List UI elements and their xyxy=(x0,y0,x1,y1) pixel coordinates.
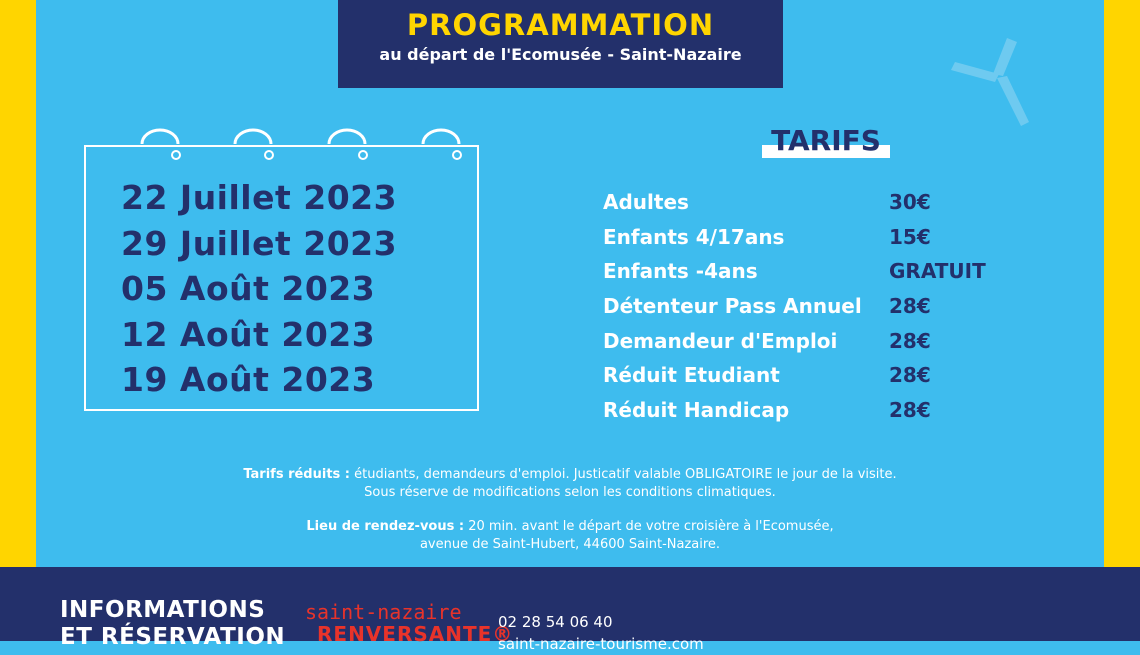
tarifs-title: TARIFS xyxy=(762,124,890,158)
tarif-row xyxy=(603,254,1023,289)
reduced-note xyxy=(150,466,990,484)
notes-block xyxy=(150,466,990,553)
date-item: 29 Juillet 2023 xyxy=(121,223,398,263)
programme-banner xyxy=(338,0,783,88)
info-line-2: ET RÉSERVATION xyxy=(60,624,286,650)
logo-line-1: saint-nazaire xyxy=(305,600,462,624)
info-title xyxy=(60,597,285,651)
tarif-price: 28€ xyxy=(889,397,931,422)
calendar-ring-icon xyxy=(326,127,368,161)
date-item: 12 Août 2023 xyxy=(121,314,376,354)
calendar-frame xyxy=(84,145,479,411)
tarif-label: Détenteur Pass Annuel xyxy=(603,294,862,319)
tarif-label: Enfants 4/17ans xyxy=(603,224,785,249)
phone-number[interactable]: 02 28 54 06 40 xyxy=(498,613,613,631)
tarif-label: Réduit Etudiant xyxy=(603,363,780,388)
tarif-label: Adultes xyxy=(603,190,689,215)
tarif-row xyxy=(603,323,1023,358)
meeting-text: 20 min. avant le départ de votre croisière à l'Ecomusée, xyxy=(464,519,834,534)
tarif-row xyxy=(603,393,1023,428)
tarif-price: 28€ xyxy=(889,294,931,319)
footer-bar xyxy=(0,567,1140,653)
tarif-label: Enfants -4ans xyxy=(603,259,758,284)
tarif-row xyxy=(603,185,1023,220)
reduced-label: Tarifs réduits : xyxy=(243,467,351,482)
tarif-row xyxy=(603,358,1023,393)
tarif-price: GRATUIT xyxy=(889,259,986,284)
date-item: 19 Août 2023 xyxy=(121,360,376,399)
tourism-logo xyxy=(305,600,514,651)
calendar-ring-icon xyxy=(139,127,181,161)
yellow-border-right xyxy=(1104,0,1140,641)
banner-title: PROGRAMMATION xyxy=(406,8,715,42)
calendar-ring-icon xyxy=(420,127,462,161)
banner-subtitle: au départ de l'Ecomusée - Saint-Nazaire xyxy=(379,45,742,64)
yellow-border-left xyxy=(0,0,36,641)
website-link[interactable]: saint-nazaire-tourisme.com xyxy=(498,635,704,653)
date-list xyxy=(121,175,397,403)
meeting-note xyxy=(150,518,990,536)
date-item: 22 Juillet 2023 xyxy=(121,178,398,217)
tarif-label: Demandeur d'Emploi xyxy=(603,328,838,353)
tarif-price: 28€ xyxy=(889,363,931,388)
reserve-note: Sous réserve de modifications selon les conditions climatiques. xyxy=(364,484,776,500)
meeting-label: Lieu de rendez-vous : xyxy=(306,519,465,534)
tarif-label: Réduit Handicap xyxy=(603,397,790,422)
contact-block xyxy=(498,611,704,655)
info-line-1: INFORMATIONS xyxy=(60,597,266,623)
calendar-ring-icon xyxy=(232,127,274,161)
logo-line-2: RENVERSANTE® xyxy=(317,622,514,646)
meeting-address: avenue de Saint-Hubert, 44600 Saint-Nazaire. xyxy=(419,536,721,552)
airplane-icon xyxy=(945,30,1045,130)
tarif-price: 30€ xyxy=(889,190,931,215)
tarif-price: 15€ xyxy=(889,224,931,249)
tarif-row xyxy=(603,289,1023,324)
tarif-table xyxy=(603,185,1023,427)
date-item: 05 Août 2023 xyxy=(121,269,376,308)
tarif-row xyxy=(603,220,1023,255)
tarif-price: 28€ xyxy=(889,328,931,353)
reduced-text: étudiants, demandeurs d'emploi. Justicatif valable OBLIGATOIRE le jour de la visite. xyxy=(350,467,897,482)
